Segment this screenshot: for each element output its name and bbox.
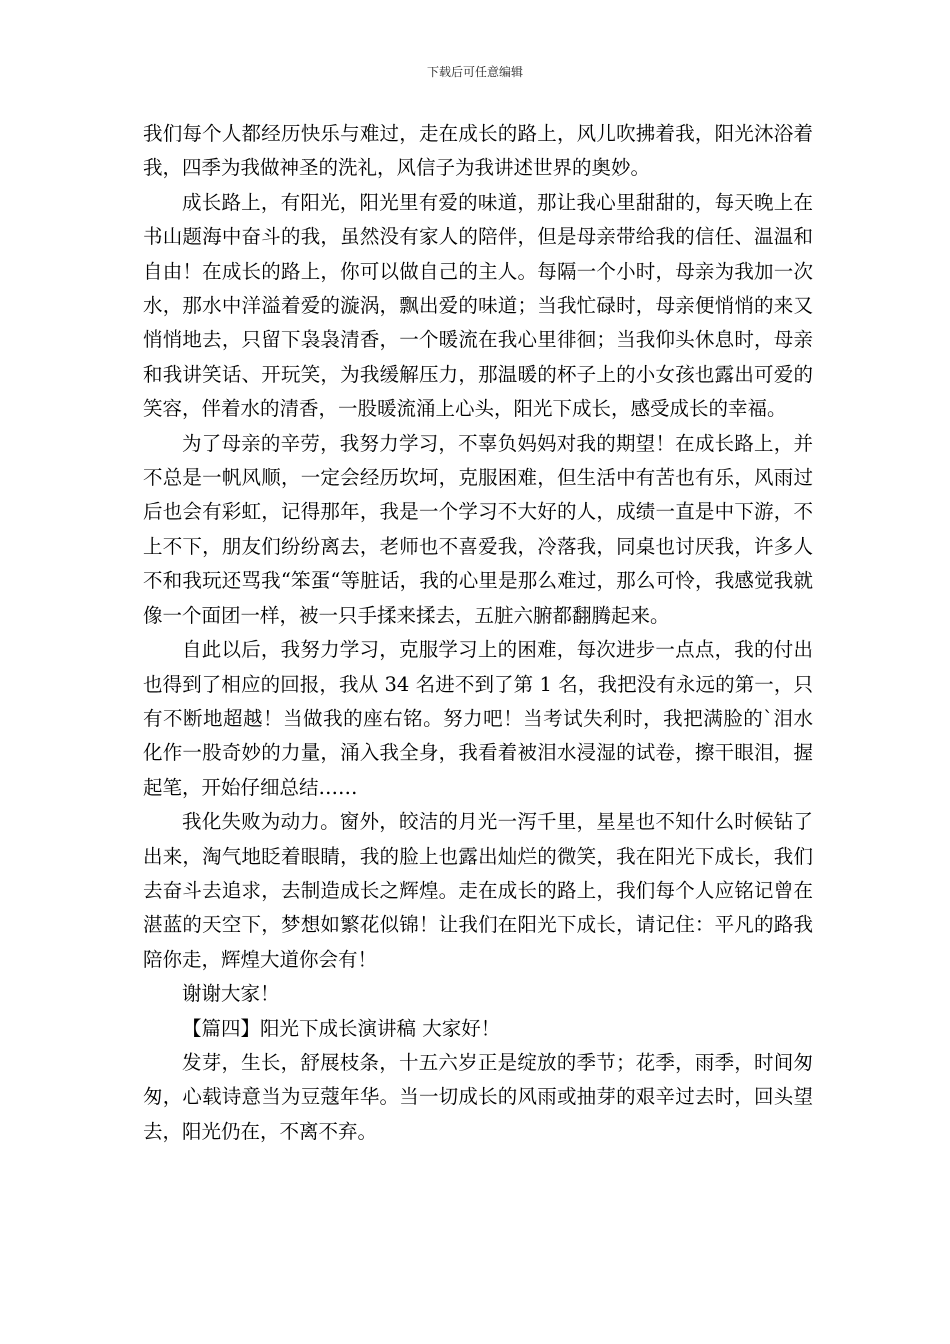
section-heading: 【篇四】阳光下成长演讲稿 大家好！	[182, 1016, 501, 1040]
paragraph-5: 我化失败为动力。窗外，皎洁的月光一泻千里，星星也不知什么时候钻了出来，淘气地眨着眼睛，我的脸上也露出灿烂的微笑，我在阳光下成长，我们去奋斗去追求，去制造成长之辉煌。走在成长的路上，我们每个人应铭记曾在湛蓝的天空下，梦想如繁花似锦！让我们在阳光下成长，请记住：平凡的路我陪你走，辉煌大道你会有！	[143, 810, 813, 971]
page-header: 下载后可任意编辑	[426, 65, 523, 79]
document-body	[143, 117, 813, 1149]
closing-thanks: 谢谢大家！	[182, 982, 280, 1006]
paragraph-1: 我们每个人都经历快乐与难过，走在成长的路上，风儿吹拂着我，阳光沐浴着我，四季为我做神圣的洗礼，风信子为我讲述世界的奥妙。	[143, 122, 813, 180]
paragraph-6: 发芽，生长，舒展枝条，十五六岁正是绽放的季节；花季，雨季，时间匆匆，心载诗意当为豆蔻年华。当一切成长的风雨或抽芽的艰辛过去时，回头望去，阳光仍在，不离不弃。	[143, 1050, 813, 1143]
paragraph-2: 成长路上，有阳光，阳光里有爱的味道，那让我心里甜甜的，每天晚上在书山题海中奋斗的我，虽然没有家人的陪伴，但是母亲带给我的信任、温温和自由！在成长的路上，你可以做自己的主人。每隔一个小时，母亲为我加一次水，那水中洋溢着爱的漩涡，飘出爱的味道；当我忙碌时，母亲便悄悄的来又悄悄地去，只留下袅袅清香，一个暖流在我心里徘徊；当我仰头休息时，母亲和我讲笑话、开玩笑，为我缓解压力，那温暖的杯子上的小女孩也露出可爱的笑容，伴着水的清香，一股暖流涌上心头，阳光下成长，感受成长的幸福。	[143, 190, 813, 421]
paragraph-4: 自此以后，我努力学习，克服学习上的困难，每次进步一点点，我的付出也得到了相应的回报，我从 34 名进不到了第 1 名，我把没有永远的第一，只有不断地超越！当做我的座右铭。努力吧！当考试失利时，我把满脸的`泪水化作一股奇妙的力量，涌入我全身，我看着被泪水浸湿的试卷，擦干眼泪，握起笔，开始仔细总结……	[143, 638, 813, 799]
paragraph-3: 为了母亲的辛劳，我努力学习，不辜负妈妈对我的期望！在成长路上，并不总是一帆风顺，一定会经历坎坷，克服困难，但生活中有苦也有乐，风雨过后也会有彩虹，记得那年，我是一个学习不大好的人，成绩一直是中下游，不上不下，朋友们纷纷离去，老师也不喜爱我，冷落我，同桌也讨厌我，许多人不和我玩还骂我“笨蛋“等脏话，我的心里是那么难过，那么可怜，我感觉我就像一个面团一样，被一只手揉来揉去，五脏六腑都翻腾起来。	[143, 431, 813, 627]
